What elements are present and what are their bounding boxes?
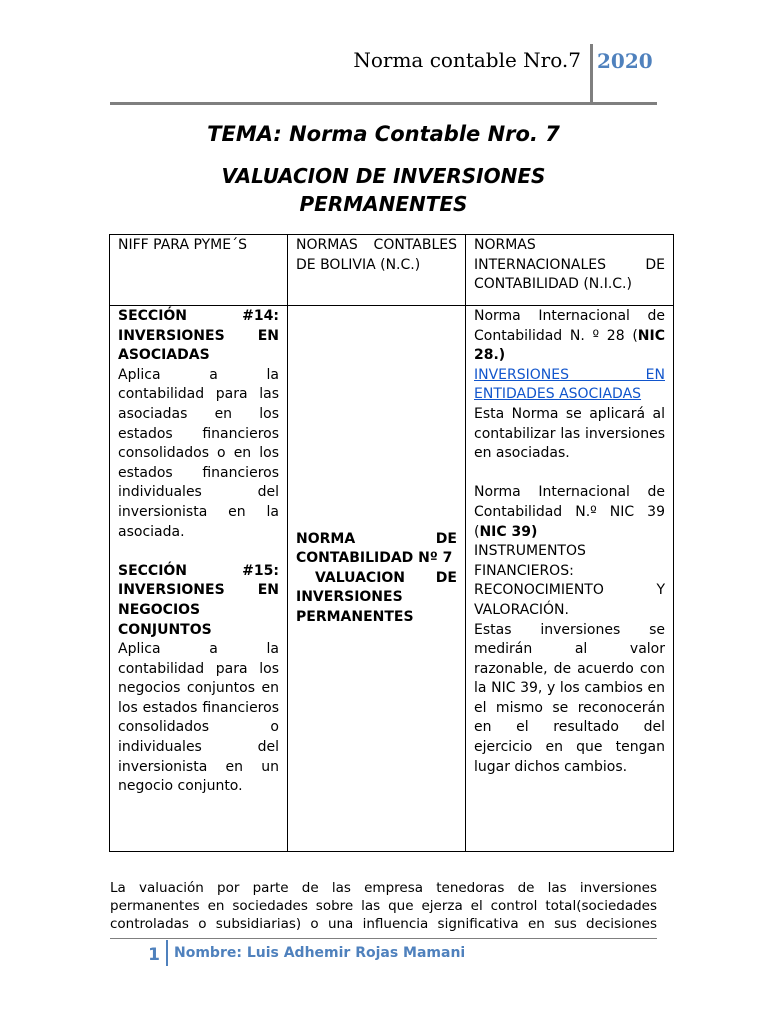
header-year: 2020	[597, 49, 653, 73]
header-rule	[110, 102, 657, 105]
nic-28-code: NIC 28.)	[474, 327, 665, 364]
header-cell-nic	[466, 235, 674, 306]
body-paragraph: La valuación por parte de las empresa tenedoras de las inversiones permanentes en sociedades sobre las que ejerza el control total(sociedades controladas o subsidiarias) o una influencia significativa en sus decisiones	[110, 880, 657, 932]
header-nc-text: NORMAS CONTABLES DE BOLIVIA (N.C.)	[296, 237, 457, 273]
section-15-text: Aplica a la contabilidad para los negocios conjuntos en los estados financieros consolidados o individuales del inversionista en un negocio conjunto.	[118, 641, 279, 795]
footer-divider	[166, 940, 168, 966]
nic-39-intro: Norma Internacional de Contabilidad N.º NIC 39 (	[474, 484, 665, 540]
header-cell-niff	[110, 235, 288, 306]
cell-niff-sections	[110, 306, 288, 852]
nc-norma-line1: NORMA DE CONTABILIDAD Nº 7	[296, 530, 457, 567]
header-cell-nc	[288, 235, 466, 306]
header-nic-text: NORMAS INTERNACIONALES DE CONTABILIDAD (N.I.C.)	[474, 237, 665, 293]
page-subtitle: VALUACION DE INVERSIONES PERMANENTES	[221, 164, 546, 216]
nic-39-text: Estas inversiones se medirán al valor razonable, de acuerdo con la NIC 39, y los cambios en el mismo se reconocerán en el resultado del ejercicio en que tengan lugar dichos cambios.	[474, 621, 665, 775]
nic-28-block	[474, 307, 665, 366]
nic-39-block	[474, 483, 665, 542]
section-14-text: Aplica a la contabilidad para las asociadas en los estados financieros consolidados o en los estados financieros individuales del inversionista en la asociada.	[118, 366, 279, 540]
nic-28-text: Esta Norma se aplicará al contabilizar las inversiones en asociadas.	[474, 405, 665, 462]
page-number: 1	[148, 945, 160, 965]
footer-rule	[110, 938, 657, 939]
nic-28-intro: Norma Internacional de Contabilidad N. º 28 (	[474, 308, 665, 344]
spacer	[118, 542, 279, 562]
section-14-title: SECCIÓN #14: INVERSIONES EN ASOCIADAS	[118, 308, 279, 364]
header-divider	[590, 44, 593, 102]
nic-28-link[interactable]: INVERSIONES EN ENTIDADES ASOCIADAS	[474, 366, 665, 403]
comparison-table	[109, 234, 674, 852]
table-body-row	[110, 306, 674, 852]
table-header-row	[110, 235, 674, 306]
cell-nc-norma	[288, 306, 466, 852]
cell-nic-norms	[466, 306, 674, 852]
header-doc-title: Norma contable Nro.7	[353, 48, 581, 72]
header-niff-text: NIFF PARA PYME´S	[118, 237, 247, 253]
footer-author: Nombre: Luis Adhemir Rojas Mamani	[174, 945, 466, 961]
page-title: TEMA: Norma Contable Nro. 7	[207, 122, 560, 146]
section-15-title: SECCIÓN #15: INVERSIONES EN NEGOCIOS CONJUNTOS	[118, 562, 279, 638]
nic-39-code: NIC 39)	[479, 523, 538, 540]
spacer	[474, 464, 665, 484]
nc-norma-line2: VALUACION DE INVERSIONES PERMANENTES	[296, 569, 457, 625]
nic-39-title: INSTRUMENTOS FINANCIEROS: RECONOCIMIENTO Y VALORACIÓN.	[474, 543, 665, 618]
